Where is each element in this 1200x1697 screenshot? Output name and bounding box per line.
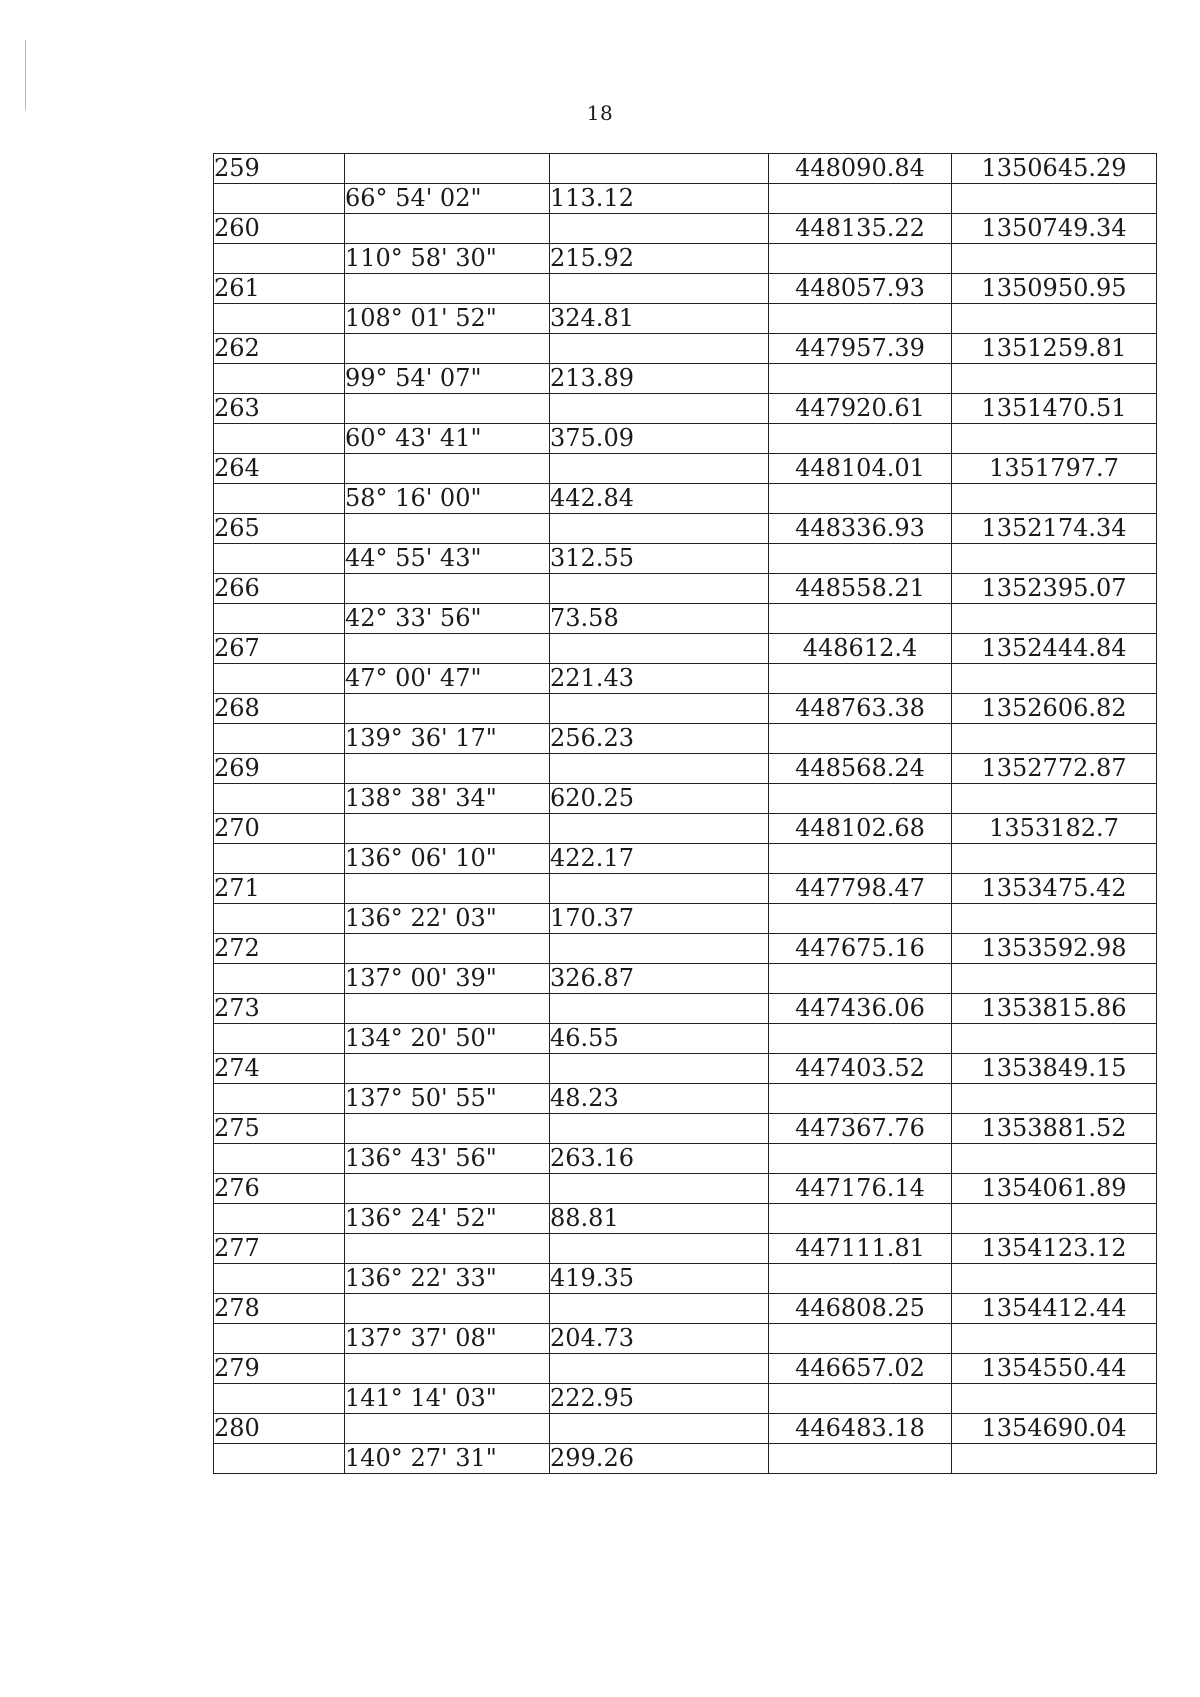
bearing-cell: 137° 50' 55" (345, 1084, 550, 1114)
y-coordinate-cell (952, 244, 1157, 274)
distance-cell: 204.73 (550, 1324, 769, 1354)
point-row (214, 814, 1157, 844)
y-coordinate-cell (952, 844, 1157, 874)
y-coordinate-cell: 1352444.84 (952, 634, 1157, 664)
y-coordinate-cell: 1354690.04 (952, 1414, 1157, 1444)
bearing-cell (345, 1234, 550, 1264)
point-row (214, 1054, 1157, 1084)
point-number-cell: 267 (214, 634, 345, 664)
segment-row (214, 604, 1157, 634)
distance-cell: 221.43 (550, 664, 769, 694)
y-coordinate-cell: 1351470.51 (952, 394, 1157, 424)
segment-row (214, 1324, 1157, 1354)
point-row (214, 214, 1157, 244)
x-coordinate-cell: 447367.76 (769, 1114, 952, 1144)
distance-cell: 422.17 (550, 844, 769, 874)
bearing-cell: 66° 54' 02" (345, 184, 550, 214)
bearing-cell (345, 214, 550, 244)
bearing-cell (345, 1174, 550, 1204)
bearing-cell: 47° 00' 47" (345, 664, 550, 694)
distance-cell: 299.26 (550, 1444, 769, 1474)
distance-cell (550, 1414, 769, 1444)
point-number-cell: 263 (214, 394, 345, 424)
point-number-cell: 261 (214, 274, 345, 304)
bearing-cell (345, 154, 550, 184)
y-coordinate-cell (952, 1264, 1157, 1294)
x-coordinate-cell: 447920.61 (769, 394, 952, 424)
point-number-cell (214, 724, 345, 754)
x-coordinate-cell (769, 1144, 952, 1174)
y-coordinate-cell (952, 184, 1157, 214)
point-number-cell: 266 (214, 574, 345, 604)
bearing-cell: 42° 33' 56" (345, 604, 550, 634)
bearing-cell (345, 694, 550, 724)
point-row (214, 634, 1157, 664)
bearing-cell (345, 514, 550, 544)
point-number-cell (214, 1144, 345, 1174)
x-coordinate-cell (769, 664, 952, 694)
point-number-cell (214, 784, 345, 814)
segment-row (214, 1084, 1157, 1114)
segment-row (214, 484, 1157, 514)
y-coordinate-cell: 1353182.7 (952, 814, 1157, 844)
bearing-cell: 108° 01' 52" (345, 304, 550, 334)
bearing-cell: 99° 54' 07" (345, 364, 550, 394)
segment-row (214, 364, 1157, 394)
y-coordinate-cell: 1352606.82 (952, 694, 1157, 724)
distance-cell (550, 1114, 769, 1144)
point-row (214, 934, 1157, 964)
point-number-cell: 279 (214, 1354, 345, 1384)
x-coordinate-cell (769, 784, 952, 814)
point-row (214, 574, 1157, 604)
x-coordinate-cell (769, 304, 952, 334)
segment-row (214, 1444, 1157, 1474)
y-coordinate-cell: 1352395.07 (952, 574, 1157, 604)
distance-cell (550, 1294, 769, 1324)
x-coordinate-cell: 446808.25 (769, 1294, 952, 1324)
distance-cell (550, 454, 769, 484)
y-coordinate-cell (952, 544, 1157, 574)
bearing-cell (345, 1294, 550, 1324)
distance-cell (550, 634, 769, 664)
point-row (214, 274, 1157, 304)
point-row (214, 754, 1157, 784)
point-row (214, 1294, 1157, 1324)
bearing-cell: 110° 58' 30" (345, 244, 550, 274)
y-coordinate-cell (952, 1384, 1157, 1414)
x-coordinate-cell (769, 1204, 952, 1234)
point-number-cell (214, 304, 345, 334)
segment-row (214, 1384, 1157, 1414)
distance-cell: 213.89 (550, 364, 769, 394)
bearing-cell (345, 274, 550, 304)
bearing-cell: 136° 43' 56" (345, 1144, 550, 1174)
x-coordinate-cell: 448104.01 (769, 454, 952, 484)
y-coordinate-cell (952, 424, 1157, 454)
x-coordinate-cell: 448558.21 (769, 574, 952, 604)
y-coordinate-cell: 1354412.44 (952, 1294, 1157, 1324)
point-number-cell: 276 (214, 1174, 345, 1204)
bearing-cell: 139° 36' 17" (345, 724, 550, 754)
point-number-cell: 278 (214, 1294, 345, 1324)
distance-cell (550, 1234, 769, 1264)
y-coordinate-cell: 1353881.52 (952, 1114, 1157, 1144)
point-number-cell (214, 1444, 345, 1474)
y-coordinate-cell: 1354123.12 (952, 1234, 1157, 1264)
bearing-cell: 136° 24' 52" (345, 1204, 550, 1234)
distance-cell: 312.55 (550, 544, 769, 574)
point-number-cell (214, 424, 345, 454)
distance-cell (550, 334, 769, 364)
distance-cell (550, 934, 769, 964)
point-row (214, 1354, 1157, 1384)
bearing-cell (345, 874, 550, 904)
distance-cell (550, 694, 769, 724)
point-row (214, 694, 1157, 724)
x-coordinate-cell (769, 1444, 952, 1474)
distance-cell (550, 394, 769, 424)
bearing-cell: 136° 22' 33" (345, 1264, 550, 1294)
x-coordinate-cell (769, 724, 952, 754)
segment-row (214, 1204, 1157, 1234)
point-number-cell: 268 (214, 694, 345, 724)
point-number-cell (214, 1264, 345, 1294)
bearing-cell: 136° 22' 03" (345, 904, 550, 934)
distance-cell: 88.81 (550, 1204, 769, 1234)
bearing-cell (345, 1054, 550, 1084)
x-coordinate-cell (769, 604, 952, 634)
distance-cell (550, 814, 769, 844)
distance-cell (550, 514, 769, 544)
segment-row (214, 244, 1157, 274)
x-coordinate-cell: 447957.39 (769, 334, 952, 364)
segment-row (214, 904, 1157, 934)
bearing-cell (345, 754, 550, 784)
x-coordinate-cell: 447403.52 (769, 1054, 952, 1084)
distance-cell (550, 1174, 769, 1204)
distance-cell (550, 874, 769, 904)
distance-cell: 620.25 (550, 784, 769, 814)
y-coordinate-cell (952, 484, 1157, 514)
bearing-cell (345, 634, 550, 664)
bearing-cell (345, 994, 550, 1024)
segment-row (214, 1144, 1157, 1174)
segment-row (214, 544, 1157, 574)
segment-row (214, 784, 1157, 814)
distance-cell: 375.09 (550, 424, 769, 454)
segment-row (214, 1024, 1157, 1054)
point-number-cell: 271 (214, 874, 345, 904)
point-number-cell: 264 (214, 454, 345, 484)
point-number-cell (214, 1024, 345, 1054)
y-coordinate-cell (952, 1144, 1157, 1174)
y-coordinate-cell: 1350645.29 (952, 154, 1157, 184)
x-coordinate-cell: 448612.4 (769, 634, 952, 664)
distance-cell (550, 274, 769, 304)
point-row (214, 394, 1157, 424)
point-number-cell (214, 1324, 345, 1354)
distance-cell (550, 1054, 769, 1084)
point-number-cell (214, 1204, 345, 1234)
x-coordinate-cell (769, 844, 952, 874)
x-coordinate-cell: 448102.68 (769, 814, 952, 844)
x-coordinate-cell (769, 484, 952, 514)
point-number-cell: 274 (214, 1054, 345, 1084)
bearing-cell (345, 814, 550, 844)
x-coordinate-cell (769, 184, 952, 214)
segment-row (214, 304, 1157, 334)
y-coordinate-cell (952, 304, 1157, 334)
x-coordinate-cell: 448057.93 (769, 274, 952, 304)
x-coordinate-cell: 448568.24 (769, 754, 952, 784)
x-coordinate-cell (769, 964, 952, 994)
point-row (214, 1234, 1157, 1264)
point-row (214, 514, 1157, 544)
segment-row (214, 424, 1157, 454)
x-coordinate-cell: 446657.02 (769, 1354, 952, 1384)
y-coordinate-cell: 1353849.15 (952, 1054, 1157, 1084)
x-coordinate-cell: 446483.18 (769, 1414, 952, 1444)
y-coordinate-cell (952, 964, 1157, 994)
point-number-cell (214, 664, 345, 694)
x-coordinate-cell (769, 364, 952, 394)
bearing-cell: 141° 14' 03" (345, 1384, 550, 1414)
segment-row (214, 724, 1157, 754)
distance-cell: 324.81 (550, 304, 769, 334)
point-number-cell (214, 844, 345, 874)
scan-edge-mark (25, 40, 26, 110)
point-number-cell (214, 244, 345, 274)
page-number: 18 (586, 101, 614, 125)
table-body (214, 154, 1157, 1474)
distance-cell (550, 754, 769, 784)
x-coordinate-cell: 447798.47 (769, 874, 952, 904)
point-row (214, 874, 1157, 904)
y-coordinate-cell: 1353475.42 (952, 874, 1157, 904)
bearing-cell (345, 574, 550, 604)
x-coordinate-cell: 447176.14 (769, 1174, 952, 1204)
point-number-cell: 259 (214, 154, 345, 184)
y-coordinate-cell: 1353592.98 (952, 934, 1157, 964)
point-row (214, 334, 1157, 364)
x-coordinate-cell (769, 904, 952, 934)
survey-coordinates-table (213, 153, 1157, 1474)
y-coordinate-cell: 1354550.44 (952, 1354, 1157, 1384)
x-coordinate-cell (769, 1384, 952, 1414)
bearing-cell: 137° 00' 39" (345, 964, 550, 994)
bearing-cell (345, 334, 550, 364)
y-coordinate-cell: 1351259.81 (952, 334, 1157, 364)
point-number-cell: 275 (214, 1114, 345, 1144)
point-row (214, 154, 1157, 184)
bearing-cell: 134° 20' 50" (345, 1024, 550, 1054)
distance-cell: 442.84 (550, 484, 769, 514)
y-coordinate-cell (952, 1084, 1157, 1114)
point-row (214, 1414, 1157, 1444)
y-coordinate-cell: 1354061.89 (952, 1174, 1157, 1204)
distance-cell (550, 994, 769, 1024)
distance-cell: 215.92 (550, 244, 769, 274)
bearing-cell (345, 394, 550, 424)
point-number-cell: 273 (214, 994, 345, 1024)
distance-cell: 222.95 (550, 1384, 769, 1414)
x-coordinate-cell (769, 544, 952, 574)
point-number-cell (214, 1384, 345, 1414)
point-number-cell (214, 904, 345, 934)
x-coordinate-cell (769, 244, 952, 274)
x-coordinate-cell: 447436.06 (769, 994, 952, 1024)
segment-row (214, 1264, 1157, 1294)
x-coordinate-cell (769, 424, 952, 454)
x-coordinate-cell: 448135.22 (769, 214, 952, 244)
distance-cell (550, 574, 769, 604)
bearing-cell: 58° 16' 00" (345, 484, 550, 514)
distance-cell: 170.37 (550, 904, 769, 934)
distance-cell: 263.16 (550, 1144, 769, 1174)
point-number-cell: 265 (214, 514, 345, 544)
segment-row (214, 184, 1157, 214)
y-coordinate-cell: 1351797.7 (952, 454, 1157, 484)
bearing-cell: 60° 43' 41" (345, 424, 550, 454)
bearing-cell (345, 934, 550, 964)
point-number-cell (214, 184, 345, 214)
y-coordinate-cell (952, 364, 1157, 394)
segment-row (214, 844, 1157, 874)
distance-cell: 256.23 (550, 724, 769, 754)
distance-cell (550, 214, 769, 244)
distance-cell: 46.55 (550, 1024, 769, 1054)
point-number-cell: 262 (214, 334, 345, 364)
point-number-cell: 269 (214, 754, 345, 784)
point-number-cell (214, 964, 345, 994)
distance-cell (550, 1354, 769, 1384)
x-coordinate-cell: 448090.84 (769, 154, 952, 184)
point-number-cell: 272 (214, 934, 345, 964)
point-number-cell (214, 604, 345, 634)
point-number-cell (214, 364, 345, 394)
x-coordinate-cell: 447675.16 (769, 934, 952, 964)
y-coordinate-cell (952, 724, 1157, 754)
x-coordinate-cell (769, 1084, 952, 1114)
distance-cell: 48.23 (550, 1084, 769, 1114)
y-coordinate-cell (952, 1444, 1157, 1474)
y-coordinate-cell: 1352174.34 (952, 514, 1157, 544)
x-coordinate-cell (769, 1024, 952, 1054)
y-coordinate-cell (952, 664, 1157, 694)
y-coordinate-cell (952, 1324, 1157, 1354)
y-coordinate-cell (952, 1024, 1157, 1054)
y-coordinate-cell (952, 604, 1157, 634)
point-number-cell: 260 (214, 214, 345, 244)
point-number-cell (214, 544, 345, 574)
point-row (214, 454, 1157, 484)
segment-row (214, 964, 1157, 994)
x-coordinate-cell: 448763.38 (769, 694, 952, 724)
bearing-cell: 138° 38' 34" (345, 784, 550, 814)
point-number-cell: 280 (214, 1414, 345, 1444)
bearing-cell: 44° 55' 43" (345, 544, 550, 574)
point-number-cell: 277 (214, 1234, 345, 1264)
y-coordinate-cell: 1350950.95 (952, 274, 1157, 304)
y-coordinate-cell: 1350749.34 (952, 214, 1157, 244)
y-coordinate-cell: 1352772.87 (952, 754, 1157, 784)
distance-cell: 419.35 (550, 1264, 769, 1294)
x-coordinate-cell (769, 1324, 952, 1354)
bearing-cell: 140° 27' 31" (345, 1444, 550, 1474)
point-row (214, 1114, 1157, 1144)
distance-cell: 113.12 (550, 184, 769, 214)
y-coordinate-cell: 1353815.86 (952, 994, 1157, 1024)
point-number-cell (214, 484, 345, 514)
segment-row (214, 664, 1157, 694)
bearing-cell: 136° 06' 10" (345, 844, 550, 874)
point-row (214, 1174, 1157, 1204)
distance-cell: 326.87 (550, 964, 769, 994)
y-coordinate-cell (952, 784, 1157, 814)
x-coordinate-cell: 448336.93 (769, 514, 952, 544)
distance-cell: 73.58 (550, 604, 769, 634)
distance-cell (550, 154, 769, 184)
bearing-cell (345, 454, 550, 484)
bearing-cell (345, 1354, 550, 1384)
point-row (214, 994, 1157, 1024)
y-coordinate-cell (952, 1204, 1157, 1234)
x-coordinate-cell (769, 1264, 952, 1294)
bearing-cell: 137° 37' 08" (345, 1324, 550, 1354)
bearing-cell (345, 1114, 550, 1144)
y-coordinate-cell (952, 904, 1157, 934)
point-number-cell: 270 (214, 814, 345, 844)
x-coordinate-cell: 447111.81 (769, 1234, 952, 1264)
bearing-cell (345, 1414, 550, 1444)
point-number-cell (214, 1084, 345, 1114)
